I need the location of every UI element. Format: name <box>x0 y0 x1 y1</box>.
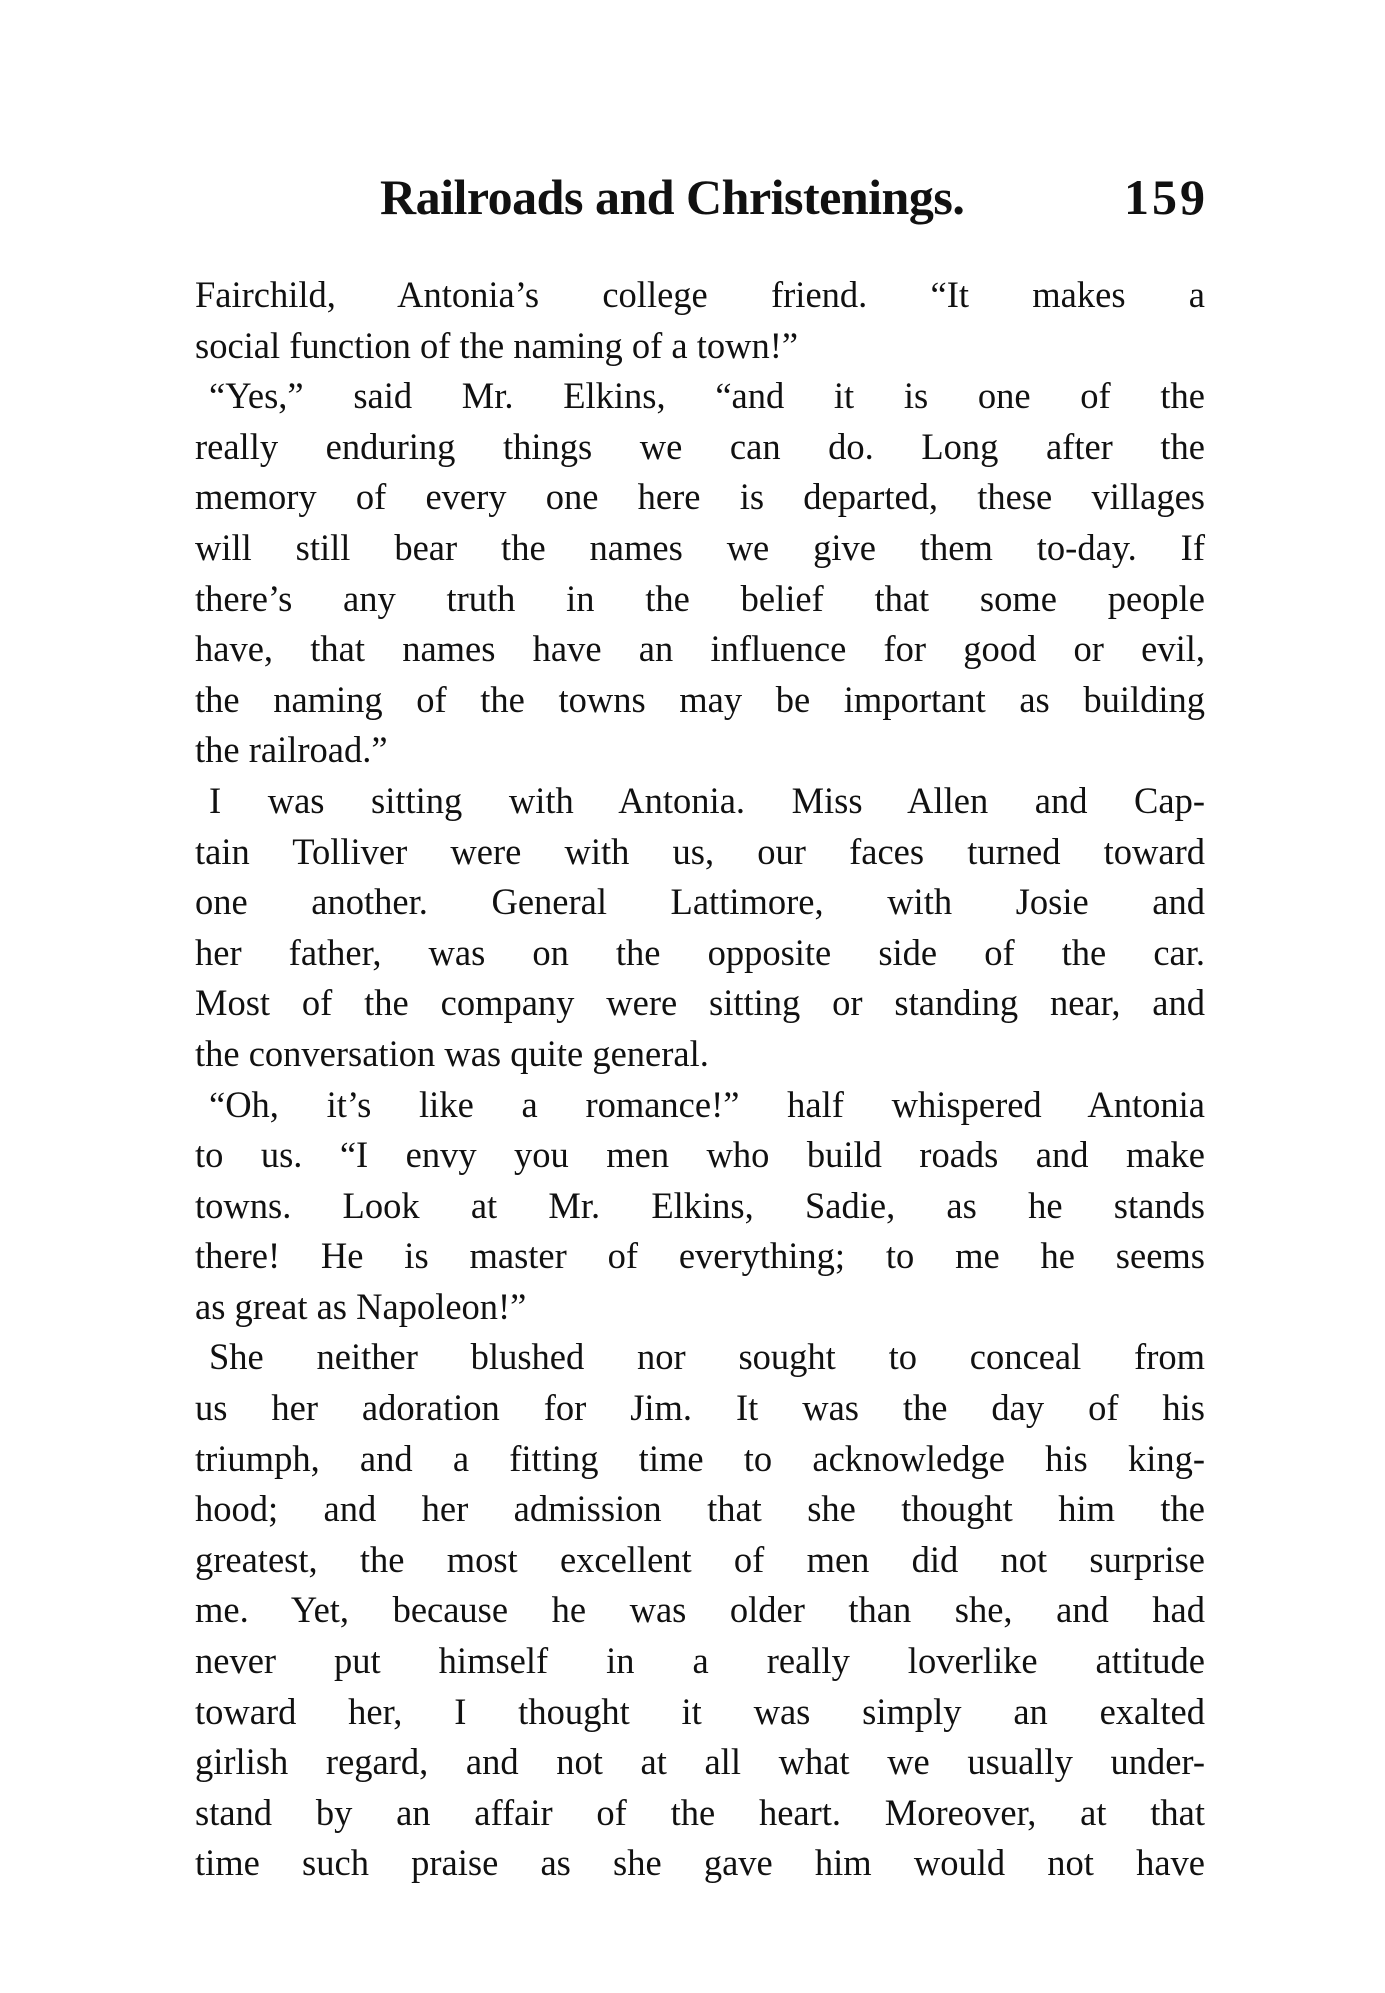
text-line: toward her, I thought it was simply an exalted <box>195 1690 1205 1732</box>
text-line: never put himself in a really loverlike attitude <box>195 1640 1205 1682</box>
page-header <box>380 168 1208 230</box>
text-line: Most of the company were sitting or standing near, and <box>195 982 1205 1024</box>
body-text <box>195 270 1205 1889</box>
text-line: Fairchild, Antonia’s college friend. “It makes a <box>195 274 1205 315</box>
text-line: there! He is master of everything; to me he seems <box>195 1235 1205 1277</box>
text-line: have, that names have an influence for good or evil, <box>195 628 1205 670</box>
text-line: tain Tolliver were with us, our faces turned toward <box>195 830 1205 872</box>
text-line: She neither blushed nor sought to conceal from <box>209 1336 1205 1378</box>
text-line: us her adoration for Jim. It was the day of his <box>195 1387 1205 1429</box>
text-line: the conversation was quite general. <box>195 1032 709 1074</box>
text-line: towns. Look at Mr. Elkins, Sadie, as he stands <box>195 1184 1205 1226</box>
text-line: social function of the naming of a town!” <box>195 324 799 366</box>
running-title: Railroads and Christenings. <box>380 169 965 225</box>
text-line: hood; and her admission that she thought him the <box>195 1488 1205 1530</box>
text-line: stand by an affair of the heart. Moreover, at that <box>195 1791 1205 1833</box>
text-line: really enduring things we can do. Long after the <box>195 425 1205 467</box>
text-line: “Yes,” said Mr. Elkins, “and it is one of the <box>209 375 1205 417</box>
text-line: triumph, and a fitting time to acknowledge his king- <box>195 1437 1205 1479</box>
text-line: there’s any truth in the belief that some people <box>195 577 1205 619</box>
text-line: one another. General Lattimore, with Josie and <box>195 881 1205 923</box>
text-line: I was sitting with Antonia. Miss Allen and Cap- <box>209 779 1205 821</box>
text-line: “Oh, it’s like a romance!” half whispered Antonia <box>209 1083 1205 1125</box>
text-line: to us. “I envy you men who build roads and make <box>195 1134 1205 1176</box>
text-line: her father, was on the opposite side of the car. <box>195 931 1205 973</box>
text-line: will still bear the names we give them to-day. If <box>195 526 1205 568</box>
text-line: girlish regard, and not at all what we usually under- <box>195 1741 1205 1783</box>
text-line: time such praise as she gave him would not have <box>195 1842 1205 1884</box>
text-line: greatest, the most excellent of men did not surprise <box>195 1538 1205 1580</box>
page-number: 159 <box>1124 169 1208 225</box>
text-line: the naming of the towns may be important as building <box>195 678 1205 720</box>
text-line: memory of every one here is departed, these villages <box>195 476 1205 518</box>
text-line: me. Yet, because he was older than she, and had <box>195 1589 1205 1631</box>
text-line: as great as Napoleon!” <box>195 1285 527 1327</box>
text-line: the railroad.” <box>195 729 388 771</box>
